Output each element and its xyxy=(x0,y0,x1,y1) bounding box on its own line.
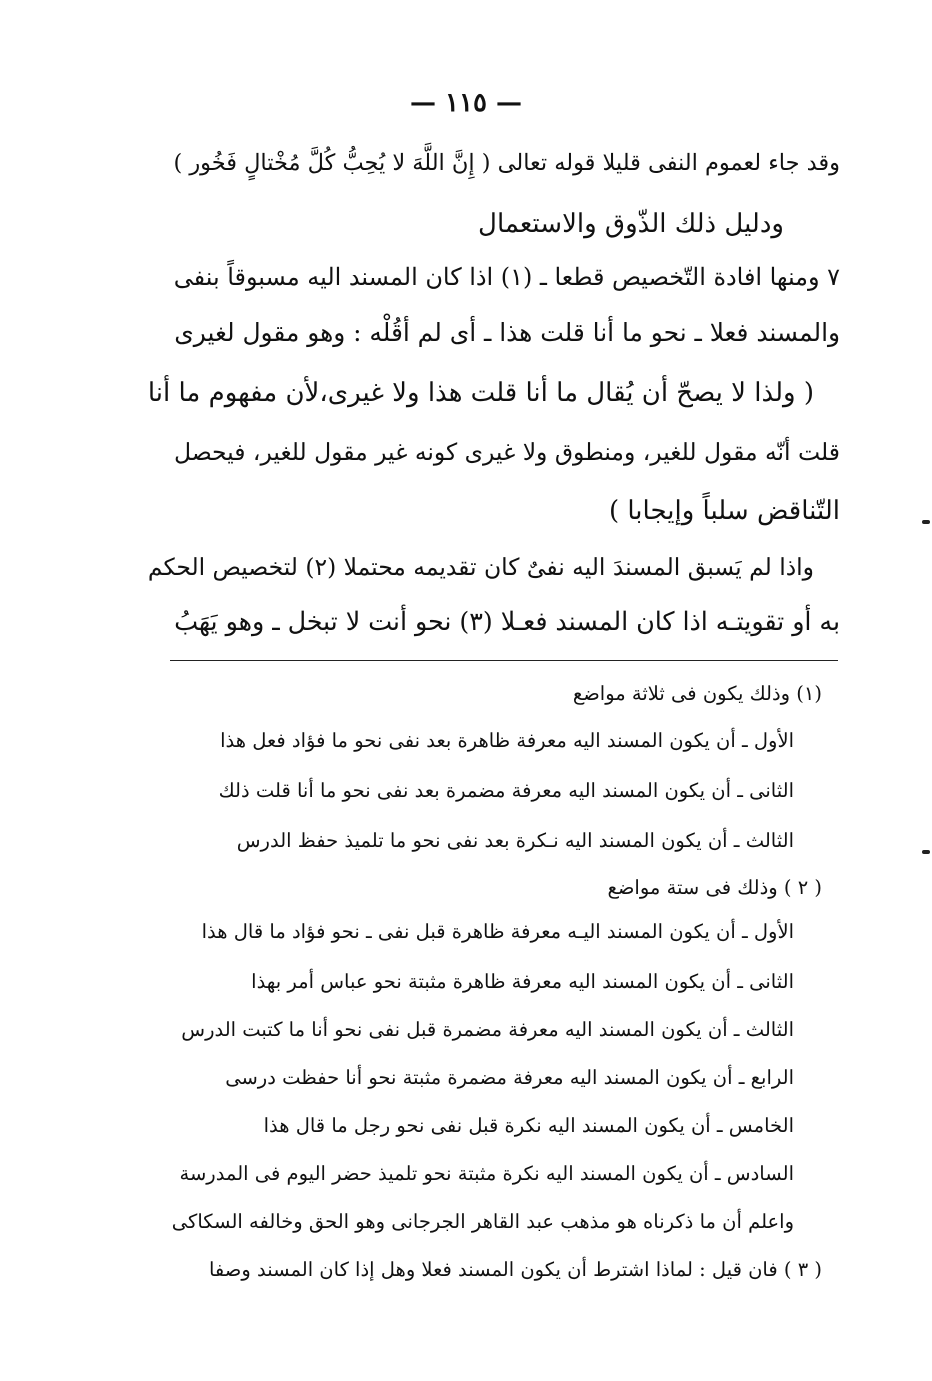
main-line-8: واذا لم يَسبق المسندَ اليه نفىٌ كان تقديمه محتملا (٢) لتخصيص الحكم xyxy=(147,553,814,581)
page-number: — ١١٥ — xyxy=(409,88,523,118)
footnote-line-12: واعلم أن ما ذكرناه هو مذهب عبد القاهر الجرجانى وهو الحق وخالفه السكاكى xyxy=(171,1210,794,1233)
footnote-line-2: الأول ـ أن يكون المسند اليه معرفة ظاهرة بعد نفى نحو ما فؤاد فعل هذا xyxy=(220,729,794,752)
footnote-line-6: الأول ـ أن يكون المسند اليـه معرفة ظاهرة قبل نفى ـ نحو فؤاد ما قال هذا xyxy=(201,920,794,943)
footnote-line-7: الثانى ـ أن يكون المسند اليه معرفة ظاهرة مثبتة نحو عباس أمر بهذا xyxy=(251,970,794,993)
main-line-3: ٧ ومنها افادة التّخصيص قطعا ـ (١) اذا كان المسند اليه مسبوقاً بنفى xyxy=(173,263,840,291)
main-line-7: التّناقض سلباً وإيجابا ) xyxy=(608,496,840,526)
footnote-line-13: ( ٣ ) فان قيل : لماذا اشترط أن يكون المسند فعلا وهل إذا كان المسند وصفا xyxy=(208,1258,822,1281)
footnote-separator xyxy=(170,660,838,661)
main-line-2: ودليل ذلك الذّوق والاستعمال xyxy=(478,209,784,239)
footnote-line-3: الثانى ـ أن يكون المسند اليه معرفة مضمرة بعد نفى نحو ما أنا قلت ذلك xyxy=(218,779,794,802)
scan-mark xyxy=(922,520,930,524)
scan-mark xyxy=(922,850,930,854)
main-line-1: وقد جاء لعموم النفى قليلا قوله تعالى ( إِنَّ اللَّهَ لا يُحِبُّ كُلَّ مُخْتالٍ فَخُور ) xyxy=(173,150,840,176)
main-line-9: به أو تقويتـه اذا كان المسند فعـلا (٣) نحو أنت لا تبخل ـ وهو يَهَبُ xyxy=(174,607,840,636)
footnote-line-1: (١) وذلك يكون فى ثلاثة مواضع xyxy=(572,682,822,705)
footnote-line-8: الثالث ـ أن يكون المسند اليه معرفة مضمرة قبل نفى نحو أنا ما كتبت الدرس xyxy=(181,1018,794,1041)
footnote-line-9: الرابع ـ أن يكون المسند اليه معرفة مضمرة مثبتة نحو أنا حفظت درسى xyxy=(225,1066,794,1089)
footnote-line-5: ( ٢ ) وذلك فى ستة مواضع xyxy=(607,876,822,899)
main-line-5: ( ولذا لا يصحّ أن يُقال ما أنا قلت هذا ولا غيرى،لأن مفهوم ما أنا xyxy=(147,378,814,408)
main-line-4: والمسند فعلا ـ نحو ما أنا قلت هذا ـ أى لم أقُلْه : وهو مقول لغيرى xyxy=(174,318,840,347)
footnote-line-4: الثالث ـ أن يكون المسند اليه نـكرة بعد نفى نحو ما تلميذ حفظ الدرس xyxy=(236,829,794,852)
main-line-6: قلت أنّه مقول للغير، ومنطوق ولا غيرى كونه غير مقول للغير، فيحصل xyxy=(173,438,840,466)
footnote-line-11: السادس ـ أن يكون المسند اليه نكرة مثبتة نحو تلميذ حضر اليوم فى المدرسة xyxy=(179,1162,794,1185)
footnote-line-10: الخامس ـ أن يكون المسند اليه نكرة قبل نفى نحو رجل ما قال هذا xyxy=(263,1114,794,1137)
